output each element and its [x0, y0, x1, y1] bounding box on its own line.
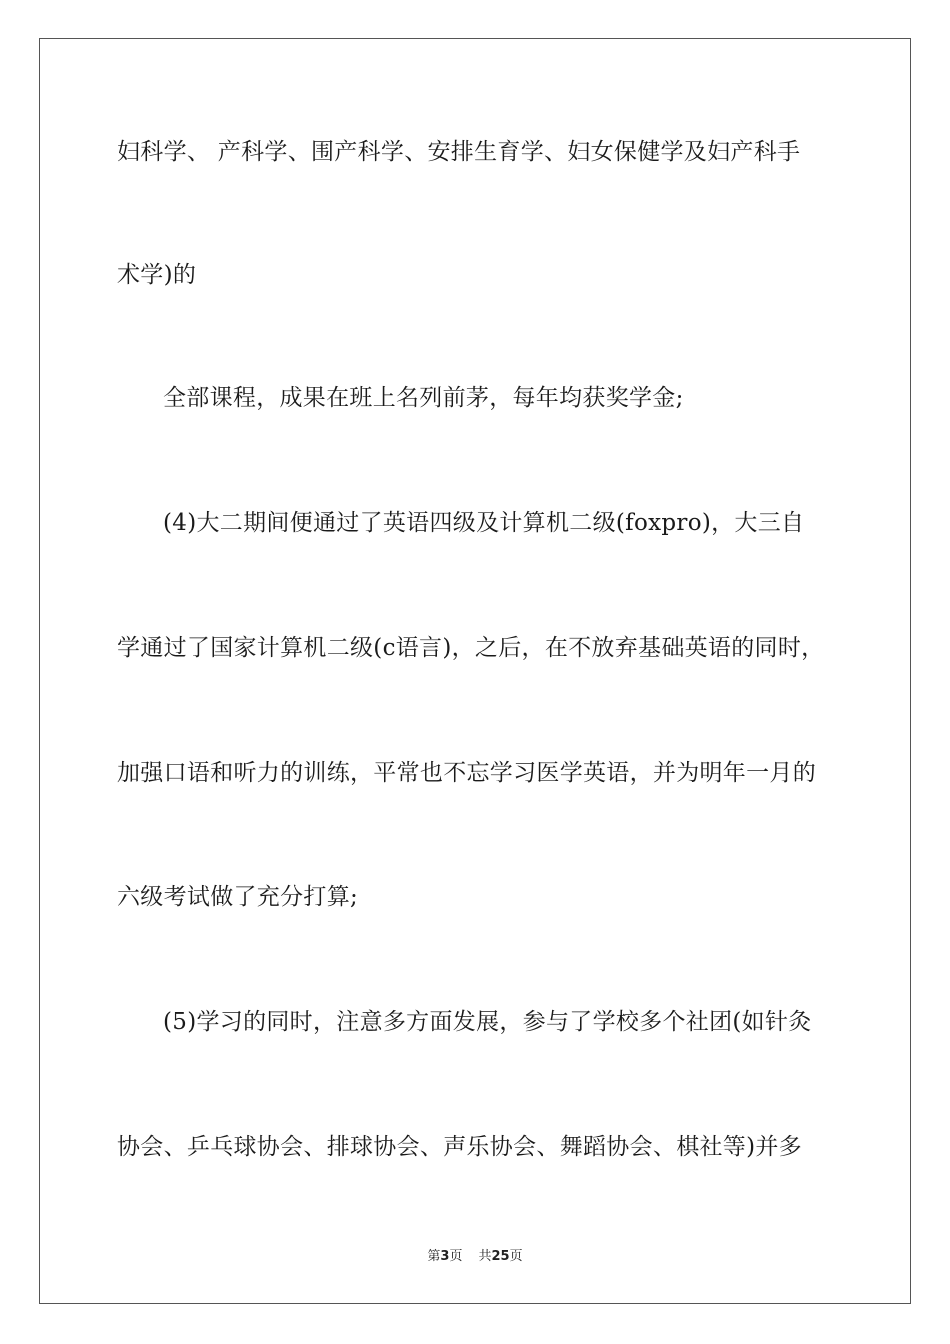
body-line-9: 协会、乒乓球协会、排球协会、声乐协会、舞蹈协会、棋社等)并多 — [117, 1134, 802, 1160]
footer-total-suffix: 页 — [509, 1249, 523, 1264]
body-line-6: 加强口语和听力的训练，平常也不忘学习医学英语，并为明年一月的 — [117, 760, 816, 786]
footer-total-prefix: 共 — [478, 1249, 492, 1264]
body-line-7: 六级考试做了充分打算; — [117, 884, 359, 910]
body-line-8: (5)学习的同时，注意多方面发展，参与了学校多个社团(如针灸 — [163, 1009, 812, 1035]
body-line-1: 妇科学、 产科学、围产科学、安排生育学、妇女保健学及妇产科手 — [117, 139, 801, 165]
page-footer — [0, 1248, 950, 1266]
body-line-2: 术学)的 — [117, 262, 197, 288]
body-line-3: 全部课程，成果在班上名列前茅，每年均获奖学金; — [163, 385, 684, 411]
footer-page-prefix: 第 — [427, 1249, 441, 1264]
body-line-4: (4)大二期间便通过了英语四级及计算机二级(foxpro)，大三自 — [163, 510, 805, 536]
footer-page-number: 3 — [440, 1249, 450, 1264]
body-line-5: 学通过了国家计算机二级(c语言)，之后，在不放弃基础英语的同时， — [117, 635, 825, 661]
footer-total-pages: 25 — [491, 1249, 510, 1264]
page-border — [39, 38, 911, 1304]
footer-page-suffix: 页 — [449, 1249, 463, 1264]
